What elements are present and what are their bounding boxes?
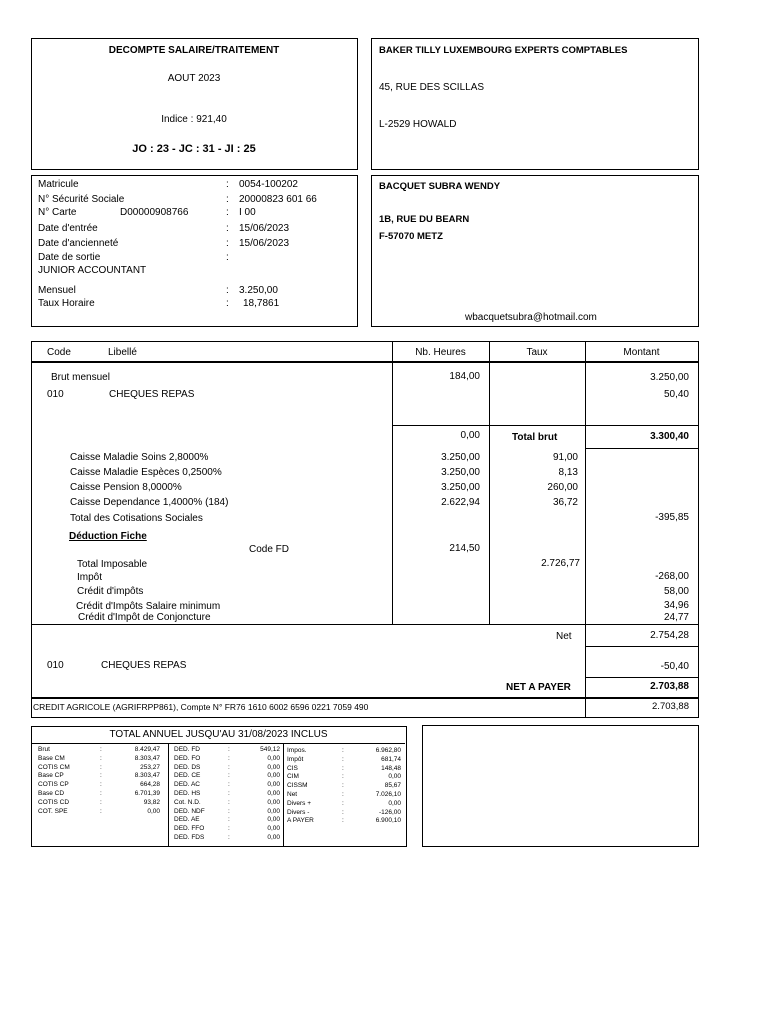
annual-colon: : — [342, 808, 344, 816]
annual-colon: : — [342, 773, 344, 781]
payroll-table — [31, 341, 699, 718]
annual-colon: : — [100, 772, 102, 780]
annual-value: 0,00 — [267, 807, 280, 815]
credit-conj-label: Crédit d'Impôt de Conjoncture — [78, 612, 211, 623]
credit-amount: 58,00 — [663, 586, 689, 597]
info-colon: : — [226, 194, 229, 205]
annual-label: Base CP — [38, 772, 64, 780]
recipient-box — [371, 175, 699, 327]
code-fd-label: Code FD — [249, 544, 290, 555]
annual-label: COTIS CP — [38, 781, 69, 789]
annual-colon: : — [228, 763, 230, 771]
annual-label: DED. FDS — [174, 834, 205, 841]
info-label-matricule: Matricule — [38, 179, 79, 190]
annual-value: 85,67 — [384, 782, 401, 790]
cheques-label: CHEQUES REPAS — [109, 389, 195, 400]
annual-value: 0,00 — [267, 825, 280, 833]
cotis-amount: 36,72 — [552, 497, 578, 508]
annual-label: Impôt — [287, 755, 304, 763]
annual-colon: : — [228, 798, 230, 806]
info-label-anciennete: Date d'ancienneté — [38, 238, 119, 249]
annual-value: 8.303,47 — [134, 754, 160, 762]
annual-colon: : — [228, 772, 230, 780]
info-colon: : — [226, 179, 229, 190]
annual-colon: : — [100, 746, 102, 753]
annual-colon: : — [228, 816, 230, 824]
cotis-amount: 91,00 — [552, 452, 578, 463]
header-box — [31, 38, 358, 170]
annual-value: 0,00 — [267, 790, 280, 797]
annual-value: 253,27 — [140, 763, 160, 771]
net-payer-amount: 2.703,88 — [650, 681, 689, 692]
annual-label: COT. SPE — [38, 807, 68, 815]
info-value-carte: I 00 — [239, 207, 256, 218]
info-value-taux: 18,7861 — [243, 298, 280, 309]
empty-box — [422, 725, 699, 847]
annual-label: COTIS CD — [38, 798, 70, 806]
annual-colon: : — [100, 807, 102, 815]
annual-label: DED. NDF — [174, 807, 205, 815]
annual-value: 8.303,47 — [134, 772, 160, 780]
total-cotis-label: Total des Cotisations Sociales — [70, 513, 203, 524]
credit-min-amount: 34,96 — [663, 600, 689, 611]
annual-label: Base CD — [38, 790, 65, 797]
credit-conj-amount: 24,77 — [663, 612, 689, 623]
annual-label: Cot. N.D. — [174, 798, 201, 806]
annual-value: 6.962,80 — [375, 747, 401, 754]
annual-value: 0,00 — [388, 773, 401, 781]
cotis-base: 3.250,00 — [441, 467, 480, 478]
annual-colon: : — [228, 746, 230, 753]
zero-hours: 0,00 — [460, 430, 480, 441]
annual-colon: : — [228, 825, 230, 833]
annual-label: A PAYER — [287, 817, 314, 825]
annual-colon: : — [342, 791, 344, 798]
info-value-matricule: 0054-100202 — [239, 179, 298, 190]
info-colon: : — [226, 238, 229, 249]
annual-label: DED. AE — [174, 816, 200, 824]
total-cotis-amount: -395,85 — [655, 512, 689, 523]
info-value-mensuel: 3.250,00 — [239, 285, 278, 296]
annual-value: 0,00 — [267, 772, 280, 780]
cheques2-label: CHEQUES REPAS — [101, 660, 187, 671]
annual-value: -126,00 — [378, 808, 401, 816]
annual-label: CIM — [287, 773, 299, 781]
annual-label: DED. CE — [174, 772, 201, 780]
impot-amount: -268,00 — [655, 571, 689, 582]
total-imposable-value: 2.726,77 — [541, 558, 580, 569]
recipient-address1: 1B, RUE DU BEARN — [379, 214, 470, 225]
cheques2-code: 010 — [47, 660, 64, 671]
total-imposable-label: Total Imposable — [77, 559, 148, 570]
days-summary: JO : 23 - JC : 31 - JI : 25 — [132, 143, 256, 155]
annual-value: 0,00 — [147, 807, 160, 815]
annual-label: CIS — [287, 764, 298, 772]
cotis-base: 3.250,00 — [441, 452, 480, 463]
annual-value: 0,00 — [388, 799, 401, 807]
annual-value: 0,00 — [267, 754, 280, 762]
employer-address2: L-2529 HOWALD — [379, 119, 457, 130]
annual-value: 681,74 — [381, 755, 401, 763]
position: JUNIOR ACCOUNTANT — [38, 265, 147, 276]
employee-info-box — [31, 175, 358, 327]
header-rate: Taux — [526, 347, 548, 358]
annual-totals-box — [31, 726, 407, 847]
credit-min-label: Crédit d'Impôts Salaire minimum — [76, 601, 221, 612]
deduction-label: Déduction Fiche — [69, 531, 147, 542]
annual-value: 0,00 — [267, 834, 280, 841]
annual-value: 0,00 — [267, 763, 280, 771]
annual-colon: : — [342, 817, 344, 825]
credit-label: Crédit d'impôts — [77, 586, 144, 597]
net-payer-label: NET A PAYER — [506, 682, 571, 693]
info-label-entree: Date d'entrée — [38, 223, 98, 234]
document-title: DECOMPTE SALAIRE/TRAITEMENT — [108, 45, 280, 56]
annual-value: 6.900,10 — [375, 817, 401, 825]
brut-hours: 184,00 — [449, 371, 480, 382]
annual-colon: : — [100, 790, 102, 797]
annual-colon: : — [100, 763, 102, 771]
cotis-label: Caisse Dependance 1,4000% (184) — [70, 497, 229, 508]
annual-label: CISSM — [287, 782, 308, 790]
recipient-name: BACQUET SUBRA WENDY — [379, 181, 501, 192]
employer-box — [371, 38, 699, 170]
annual-value: 664,28 — [140, 781, 160, 789]
employer-address1: 45, RUE DES SCILLAS — [379, 82, 485, 93]
bank-account: CREDIT AGRICOLE (AGRIFRPP861), Compte N° FR76 1610 6002 6596 0221 7059 490 — [33, 702, 369, 712]
annual-value: 6.701,39 — [134, 790, 160, 797]
recipient-address2: F-57070 METZ — [379, 231, 443, 242]
annual-value: 148,48 — [381, 764, 401, 772]
annual-colon: : — [228, 807, 230, 815]
annual-colon: : — [342, 755, 344, 763]
annual-colon: : — [100, 781, 102, 789]
header-code: Code — [47, 347, 71, 358]
net-amount: 2.754,28 — [650, 630, 689, 641]
info-label-taux: Taux Horaire — [38, 298, 95, 309]
annual-label: DED. FO — [174, 754, 201, 762]
info-label-carte: N° Carte — [38, 207, 77, 218]
info-colon: : — [226, 285, 229, 296]
annual-colon: : — [228, 790, 230, 797]
brut-amount: 3.250,00 — [650, 372, 689, 383]
annual-value: 7.026,10 — [375, 791, 401, 798]
info-value-entree: 15/06/2023 — [239, 223, 290, 234]
annual-colon: : — [228, 754, 230, 762]
header-libelle: Libellé — [108, 347, 137, 358]
annual-colon: : — [342, 799, 344, 807]
info-label-mensuel: Mensuel — [38, 285, 76, 296]
recipient-email: wbacquetsubra@hotmail.com — [465, 312, 597, 323]
bank-amount: 2.703,88 — [652, 701, 689, 712]
annual-value: 0,00 — [267, 816, 280, 824]
info-label-secu: N° Sécurité Sociale — [38, 194, 125, 205]
info-value-anciennete: 15/06/2023 — [239, 238, 290, 249]
annual-label: Impos. — [287, 747, 307, 754]
cheques-code: 010 — [47, 389, 64, 400]
annual-label: Divers - — [287, 808, 310, 816]
annual-label: Brut — [38, 746, 50, 753]
cotis-base: 3.250,00 — [441, 482, 480, 493]
annual-colon: : — [342, 782, 344, 790]
annual-colon: : — [228, 834, 230, 841]
period: AOUT 2023 — [167, 73, 221, 84]
impot-label: Impôt — [77, 572, 103, 583]
header-amount: Montant — [623, 347, 660, 358]
annual-label: DED. AC — [174, 781, 201, 789]
annual-colon: : — [100, 754, 102, 762]
employer-name: BAKER TILLY LUXEMBOURG EXPERTS COMPTABLES — [379, 45, 628, 56]
cotis-amount: 8,13 — [558, 467, 578, 478]
info-colon: : — [226, 252, 229, 263]
cotis-base: 2.622,94 — [441, 497, 480, 508]
cotis-label: Caisse Pension 8,0000% — [70, 482, 182, 493]
info-colon: : — [226, 223, 229, 234]
annual-label: DED. HS — [174, 790, 201, 797]
brut-label: Brut mensuel — [51, 372, 110, 383]
cheques-amount: 50,40 — [663, 389, 689, 400]
annual-title: TOTAL ANNUEL JUSQU'AU 31/08/2023 INCLUS — [109, 729, 328, 740]
info-value-secu: 20000823 601 66 — [239, 194, 317, 205]
cotis-amount: 260,00 — [547, 482, 578, 493]
annual-colon: : — [342, 764, 344, 772]
annual-label: DED. DS — [174, 763, 201, 771]
annual-colon: : — [228, 781, 230, 789]
net-label: Net — [556, 631, 572, 642]
annual-value: 0,00 — [267, 781, 280, 789]
annual-colon: : — [100, 798, 102, 806]
info-colon: : — [226, 207, 229, 218]
annual-label: DED. FFO — [174, 825, 205, 833]
total-brut-label: Total brut — [512, 432, 558, 443]
indice: Indice : 921,40 — [161, 114, 227, 125]
annual-label: Base CM — [38, 754, 65, 762]
annual-value: 8.429,47 — [134, 746, 160, 753]
annual-colon: : — [342, 747, 344, 754]
annual-label: Net — [287, 791, 298, 798]
annual-value: 0,00 — [267, 798, 280, 806]
annual-label: DED. FD — [174, 746, 200, 753]
annual-label: COTIS CM — [38, 763, 70, 771]
annual-value: 549,12 — [260, 746, 280, 753]
annual-value: 93,82 — [143, 798, 160, 806]
header-hours: Nb. Heures — [415, 347, 466, 358]
info-carte-number: D00000908766 — [120, 207, 189, 218]
total-brut-amount: 3.300,40 — [650, 431, 689, 442]
cotis-label: Caisse Maladie Soins 2,8000% — [70, 452, 209, 463]
info-colon: : — [226, 298, 229, 309]
annual-label: Divers + — [287, 799, 312, 807]
cotis-label: Caisse Maladie Espèces 0,2500% — [70, 467, 222, 478]
code-fd-value: 214,50 — [449, 543, 480, 554]
info-label-sortie: Date de sortie — [38, 252, 101, 263]
cheques2-amount: -50,40 — [660, 661, 689, 672]
